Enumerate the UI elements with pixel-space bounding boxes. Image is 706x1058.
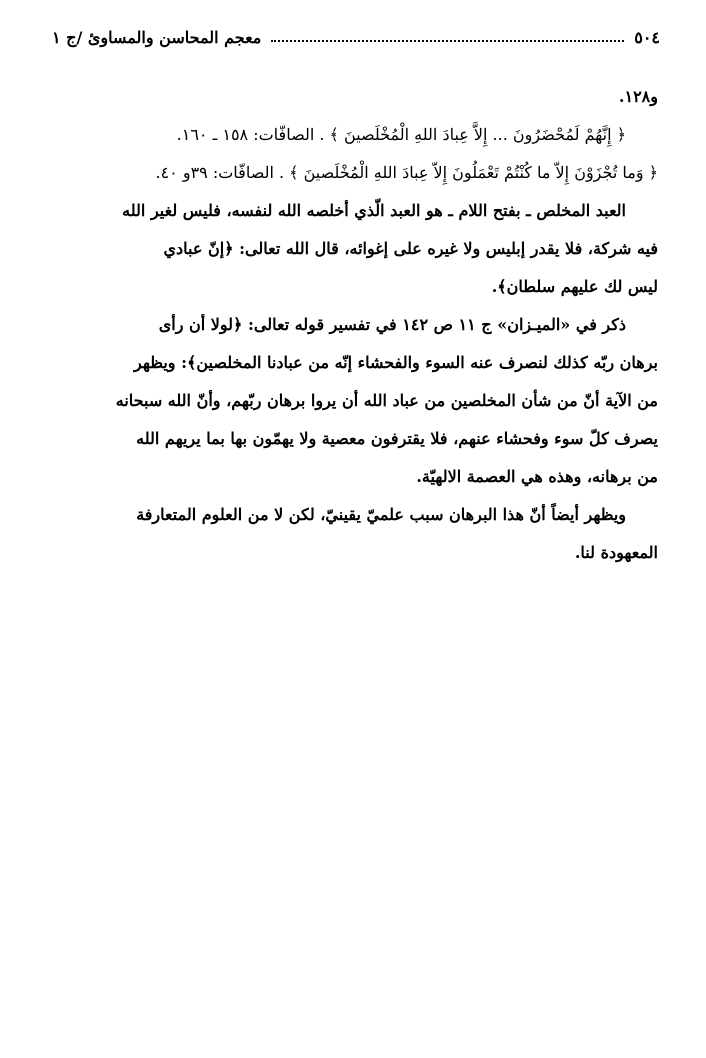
- running-title: معجم المحاسن والمساوئ /ج ١: [52, 27, 262, 47]
- paragraph-line: ليس لك عليهم سلطان﴾.: [491, 277, 658, 296]
- dotted-leader: [271, 28, 624, 42]
- paragraph-line: ويظهر أيضاً أنّ هذا البرهان سبب علميّ يقينيّ، لكن لا من العلوم المتعارفة: [136, 505, 626, 524]
- paragraph-line: يصرف كلّ سوء وفحشاء عنهم، فلا يقترفون معصية ولا يهمّون بها بما يريهم الله: [136, 429, 658, 448]
- paragraph-line: العبد المخلص ـ بفتح اللام ـ هو العبد الّذي أخلصه الله لنفسه، فليس لغير الله: [122, 201, 626, 220]
- body-text: [52, 78, 658, 572]
- paragraph-line: فيه شركة، فلا يقدر إبليس ولا غيره على إغوائه، قال الله تعالى: ﴿إنّ عبادي: [163, 239, 658, 258]
- page-header: [52, 22, 660, 52]
- paragraph-line: المعهودة لنا.: [574, 543, 658, 562]
- page-number: ٥٠٤: [634, 27, 660, 47]
- quran-verse-line: ﴿ إِنَّهُمْ لَمُحْضَرُونَ ... إِلاَّ عِبادَ اللهِ الْمُخْلَصينَ ﴾ . الصافّات: ١٥٨ ـ ١٦٠.: [176, 125, 626, 144]
- paragraph-line: برهان ربّه كذلك لنصرف عنه السوء والفحشاء إنّه من عبادنا المخلصين﴾: ويظهر: [133, 353, 658, 372]
- quran-verse-line: ﴿ وَما تُجْزَوْنَ إِلاّ ما كُنْتُمْ تَعْمَلُونَ إِلاّ عِبادَ اللهِ الْمُخْلَصينَ ﴾ . الصافّات: ٣٩و ٤٠.: [155, 163, 658, 182]
- paragraph-line: من الآية أنّ من شأن المخلصين من عباد الله أن يروا برهان ربّهم، وأنّ الله سبحانه: [115, 391, 658, 410]
- text-line-verse-ref: و١٢٨.: [618, 87, 658, 106]
- paragraph-line: ذكر في «الميـزان» ج ١١ ص ١٤٢ في تفسير قوله تعالى: ﴿لولا أن رأى: [158, 315, 626, 334]
- paragraph-line: من برهانه، وهذه هي العصمة الالهيّة.: [416, 467, 658, 486]
